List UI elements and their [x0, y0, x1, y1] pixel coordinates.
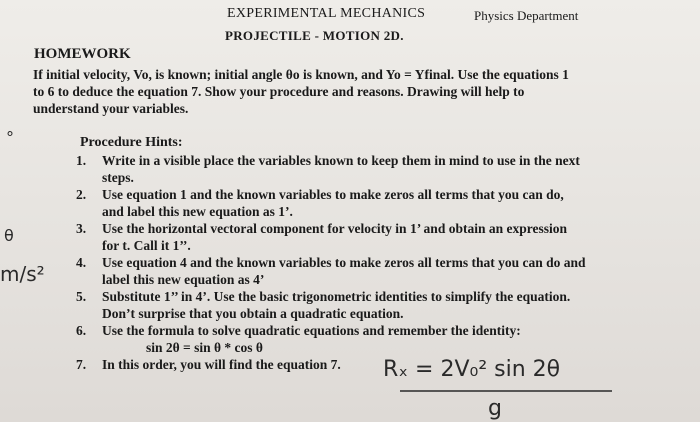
step-line: Use the formula to solve quadratic equations and remember the identity:	[102, 323, 521, 338]
step-number: 7.	[76, 357, 87, 372]
step-line: for t. Call it 1’’.	[102, 237, 191, 253]
step-number: 1.	[76, 153, 87, 168]
procedure-steps-list	[76, 153, 636, 375]
step-item	[76, 323, 636, 356]
homework-line: If initial velocity, Vo, is known; initial angle θo is known, and Yo = Yfinal. Use the equations 1	[33, 67, 569, 82]
handwritten-theta-mark: θ	[4, 226, 14, 245]
topic-title: PROJECTILE - MOTION 2D.	[225, 28, 404, 43]
step-number: 2.	[76, 187, 87, 202]
handwritten-denominator: g	[488, 396, 502, 421]
step-line: and label this new equation as 1’.	[102, 203, 293, 219]
step-line: In this order, you will find the equation 7.	[102, 357, 341, 372]
homework-instructions	[33, 66, 583, 117]
step-line: Substitute 1’’ in 4’. Use the basic trigonometric identities to simplify the equation.	[102, 289, 571, 304]
procedure-hints-heading: Procedure Hints:	[80, 135, 183, 150]
handwritten-degree-mark: °	[6, 128, 14, 147]
step-number: 6.	[76, 323, 87, 338]
step-item	[76, 221, 636, 254]
homework-heading: HOMEWORK	[34, 46, 131, 62]
step-item	[76, 153, 636, 186]
step-number: 5.	[76, 289, 87, 304]
handwritten-range-formula: Rₓ = 2V₀² sin 2θ	[383, 357, 561, 382]
step-item	[76, 187, 636, 220]
step-item	[76, 289, 636, 322]
trig-identity: sin 2θ = sin θ * cos θ	[146, 339, 263, 355]
homework-line: understand your variables.	[33, 101, 189, 116]
step-item	[76, 255, 636, 288]
department-label: Physics Department	[474, 8, 579, 23]
homework-line: to 6 to deduce the equation 7. Show your procedure and reasons. Drawing will help to	[33, 84, 525, 99]
fraction-bar	[400, 388, 615, 394]
step-line: Don’t surprise that you obtain a quadratic equation.	[102, 305, 404, 321]
step-line: steps.	[102, 169, 134, 185]
step-line: Write in a visible place the variables known to keep them in mind to use in the next	[102, 153, 580, 168]
step-line: label this new equation as 4’	[102, 271, 265, 287]
step-number: 4.	[76, 255, 87, 270]
step-line: Use equation 1 and the known variables to make zeros all terms that you can do,	[102, 187, 564, 202]
step-line: Use the horizontal vectoral component for velocity in 1’ and obtain an expression	[102, 221, 567, 236]
step-line: Use equation 4 and the known variables to make zeros all terms that you can do and	[102, 255, 586, 270]
course-title: EXPERIMENTAL MECHANICS	[227, 6, 426, 21]
step-number: 3.	[76, 221, 87, 236]
handwritten-units: m/s²	[0, 262, 45, 286]
